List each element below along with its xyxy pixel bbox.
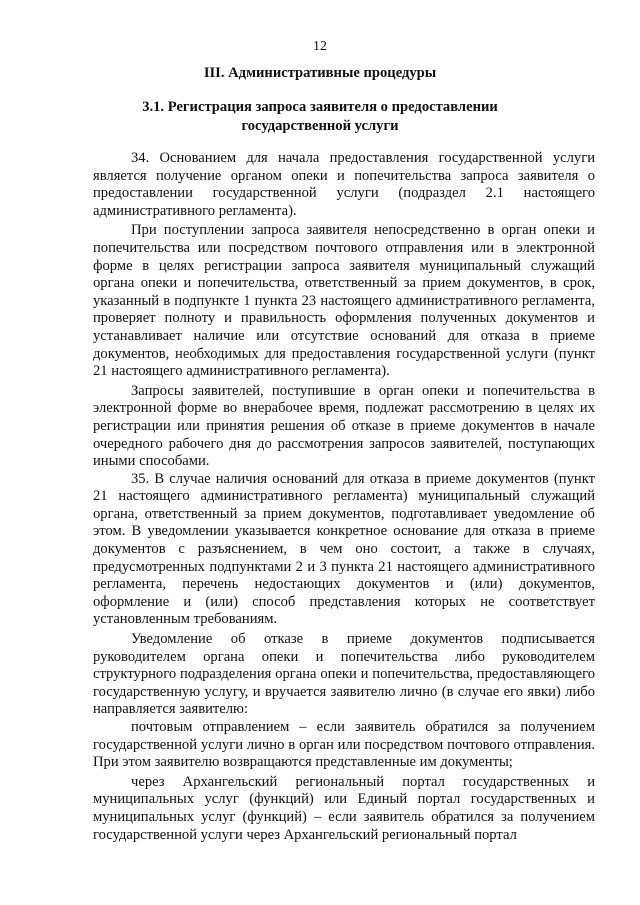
paragraph-electronic-requests: Запросы заявителей, поступившие в орган опеки и попечительства в электронной форме во внерабочее время, подлежат рассмотрению в целях их регистрации или принятия решения об отказе в приеме документов в начале очередного рабочего дня до рассмотрения запросов заявителей, поступающих иными способами. (93, 382, 595, 470)
paragraph-portal: через Архангельский региональный портал государственных и муниципальных услуг (функций) или Единый портал государственных и муниципальных услуг (функций) – если заявитель обратился за получением государственной услуги через Архангельский региональный портал (93, 773, 595, 843)
paragraph-postal: почтовым отправлением – если заявитель обратился за получением государственной услуги лично в орган или посредством почтового отправления. При этом заявителю возвращаются представленные им документы; (93, 719, 595, 771)
subsection-title: 3.1. Регистрация запроса заявителя о предоставлении государственной услуги (142, 99, 498, 134)
paragraph-34: 34. Основанием для начала предоставления государственной услуги является получение органом опеки и попечительства запроса заявителя о предоставлении государственной услуги (подраздел 2.1 настоящего административного регламента). (93, 150, 595, 219)
paragraph-35: 35. В случае наличия оснований для отказа в приеме документов (пункт 21 настоящего административного регламента) муниципальный служащий органа, ответственный за прием документов, подготавливает уведомление об этом. В уведомлении указывается конкретное основание для отказа в приеме документов с разъяснением, в чем оно состоит, а также в случаях, предусмотренных подпунктами 2 и 3 пункта 21 настоящего административного регламента, перечень недостающих документов и (или) документов, оформление и (или) способ представления которых не соответствует установленным требованиям. (93, 470, 595, 628)
page-number: 12 (313, 39, 327, 54)
document-body (93, 150, 595, 844)
paragraph-refusal-notice: Уведомление об отказе в приеме документов подписывается руководителем органа опеки и попечительства либо руководителем структурного подразделения органа опеки и попечительства, предоставляющего государственную услугу, и вручается заявителю лично (в случае его явки) либо направляется заявителю: (93, 631, 595, 718)
paragraph-receipt: При поступлении запроса заявителя непосредственно в орган опеки и попечительства или посредством почтового отправления или в электронной форме в целях регистрации запроса заявителя муниципальный служащий органа опеки и попечительства, ответственный за прием документов, в срок, указанный в подпункте 1 пункта 23 настоящего административного регламента, проверяет полноту и правильность оформления полученных документов и устанавливает наличие или отсутствие оснований для отказа в приеме документов, необходимых для предоставления государственной услуги (пункт 21 настоящего административного регламента). (93, 222, 595, 380)
section-title: III. Административные процедуры (203, 65, 437, 81)
